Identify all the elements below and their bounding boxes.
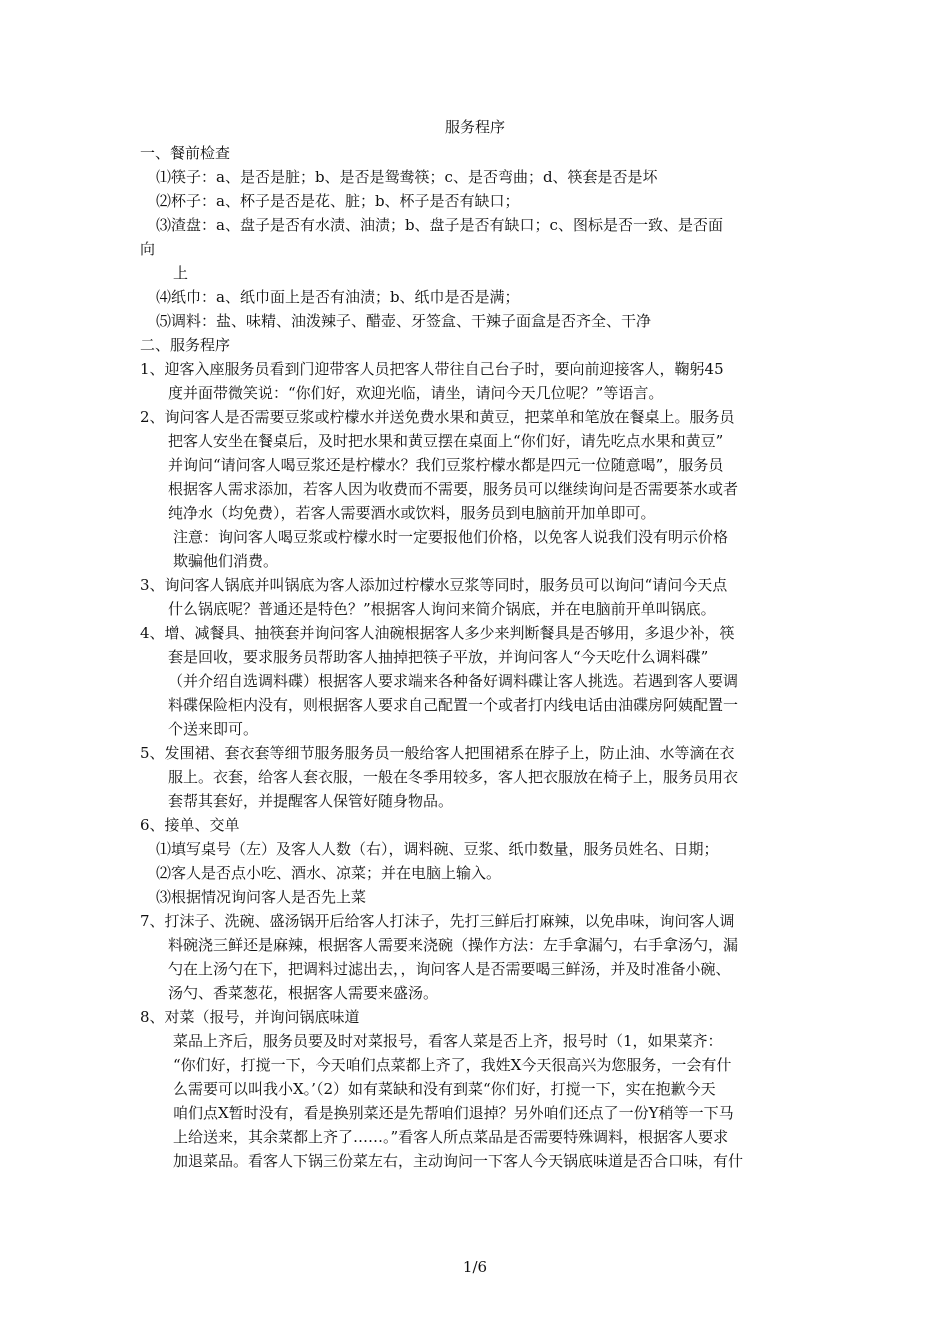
text-line: 4、增、减餐具、抽筷套并询问客人油碗根据客人多少来判断餐具是否够用，多退少补，筷 [140,624,735,642]
text-line: “你们好，打搅一下，今天咱们点菜都上齐了，我姓X今天很高兴为您服务，一会有什 [173,1056,732,1074]
note-line: 注意：询问客人喝豆浆或柠檬水时一定要报他们价格，以免客人说我们没有明示价格 [173,528,729,546]
text-line: 根据客人需求添加，若客人因为收费而不需要，服务员可以继续询问是否需要茶水或者 [168,480,739,498]
text-line: 么需要可以叫我小X。’（2）如有菜缺和没有到菜“你们好，打搅一下，实在抱歉今天 [173,1080,716,1098]
text-line: 料碗浇三鲜还是麻辣，根据客人需要来浇碗（操作方法：左手拿漏勺，右手拿汤勺，漏 [168,936,739,954]
text-line: 纯净水（均免费），若客人需要酒水或饮料，服务员到电脑前开加单即可。 [168,504,656,522]
section-heading: 二、服务程序 [140,336,231,354]
text-line: 8、对菜（报号，并询问锅底味道 [140,1008,360,1026]
text-line: （并介绍自选调料碟）根据客人要求端来各种备好调料碟让客人挑选。若遇到客人要调 [168,672,739,690]
text-line: 勺在上汤勺在下，把调料过滤出去，，询问客人是否需要喝三鲜汤，并及时准备小碗、 [168,960,731,978]
text-line: 料碟保险柜内没有，则根据客人要求自己配置一个或者打内线电话由油碟房阿姨配置一 [168,696,739,714]
text-line: 套帮其套好，并提醒客人保管好随身物品。 [168,792,454,810]
text-line: 5、发围裙、套衣套等细节服务服务员一般给客人把围裙系在脖子上，防止油、水等滴在衣 [140,744,735,762]
document-title: 服务程序 [444,118,505,136]
text-line: 7、打沫子、洗碗、盛汤锅开后给客人打沫子，先打三鲜后打麻辣，以免串味，询问客人调 [140,912,735,930]
text-line: ⑶渣盘：a、盘子是否有水渍、油渍；b、盘子是否有缺口；c、图标是否一致、是否面 [156,216,723,234]
text-line: 上给送来，其余菜都上齐了……。”看客人所点菜品是否需要特殊调料，根据客人要求 [173,1128,729,1146]
text-line: 上 [173,264,189,282]
text-line: ⑵杯子：a、杯子是否是花、脏；b、杯子是否有缺口； [156,192,520,210]
text-line: 加退菜品。看客人下锅三份菜左右，主动询问一下客人今天锅底味道是否合口味，有什 [173,1152,744,1170]
text-line: 服上。衣套，给客人套衣服，一般在冬季用较多，客人把衣服放在椅子上，服务员用衣 [168,768,739,786]
text-line: 汤勺、香菜葱花，根据客人需要来盛汤。 [168,984,439,1002]
text-line: ⑸调料：盐、味精、油泼辣子、醋壶、牙签盒、干辣子面盒是否齐全、干净 [156,312,652,330]
note-line: 欺骗他们消费。 [173,552,279,570]
page-number: 1/6 [462,1258,488,1276]
text-line: 并询问“请问客人喝豆浆还是柠檬水？我们豆浆柠檬水都是四元一位随意喝”，服务员 [168,456,724,474]
section-heading: 一、餐前检查 [140,144,231,162]
text-line: 咱们点X暂时没有，看是换别菜还是先帮咱们退掉？另外咱们还点了一份Y稍等一下马 [173,1104,734,1122]
text-line: 度并面带微笑说：“你们好，欢迎光临，请坐，请问今天几位呢？”等语言。 [168,384,664,402]
text-line: 2、询问客人是否需要豆浆或柠檬水并送免费水果和黄豆，把菜单和笔放在餐桌上。服务员 [140,408,735,426]
text-line: 1、迎客入座服务员看到门迎带客人员把客人带往自己台子时，要向前迎接客人，鞠躬45 [140,360,724,378]
text-line: ⑵客人是否点小吃、酒水、凉菜；并在电脑上输入。 [156,864,502,882]
text-line: 菜品上齐后，服务员要及时对菜报号，看客人菜是否上齐，报号时（1，如果菜齐： [173,1032,723,1050]
text-line: 把客人安坐在餐桌后，及时把水果和黄豆摆在桌面上“你们好，请先吃点水果和黄豆” [168,432,724,450]
text-line: 向 [140,240,156,258]
text-line: 3、询问客人锅底并叫锅底为客人添加过柠檬水豆浆等同时，服务员可以询问“请问今天点 [140,576,728,594]
text-line: ⑷纸巾：a、纸巾面上是否有油渍；b、纸巾是否是满； [156,288,520,306]
text-line: ⑶根据情况询问客人是否先上菜 [156,888,367,906]
text-line: 什么锅底呢？普通还是特色？”根据客人询问来简介锅底，并在电脑前开单叫锅底。 [168,600,716,618]
text-line: 套是回收，要求服务员帮助客人抽掉把筷子平放，并询问客人“今天吃什么调料碟” [168,648,709,666]
text-line: ⑴填写桌号（左）及客人人数（右），调料碗、豆浆、纸巾数量，服务员姓名、日期； [156,840,719,858]
text-line: 个送来即可。 [168,720,259,738]
text-line: ⑴筷子：a、是否是脏；b、是否是鸳鸯筷；c、是否弯曲；d、筷套是否是坏 [156,168,658,186]
text-line: 6、接单、交单 [140,816,240,834]
